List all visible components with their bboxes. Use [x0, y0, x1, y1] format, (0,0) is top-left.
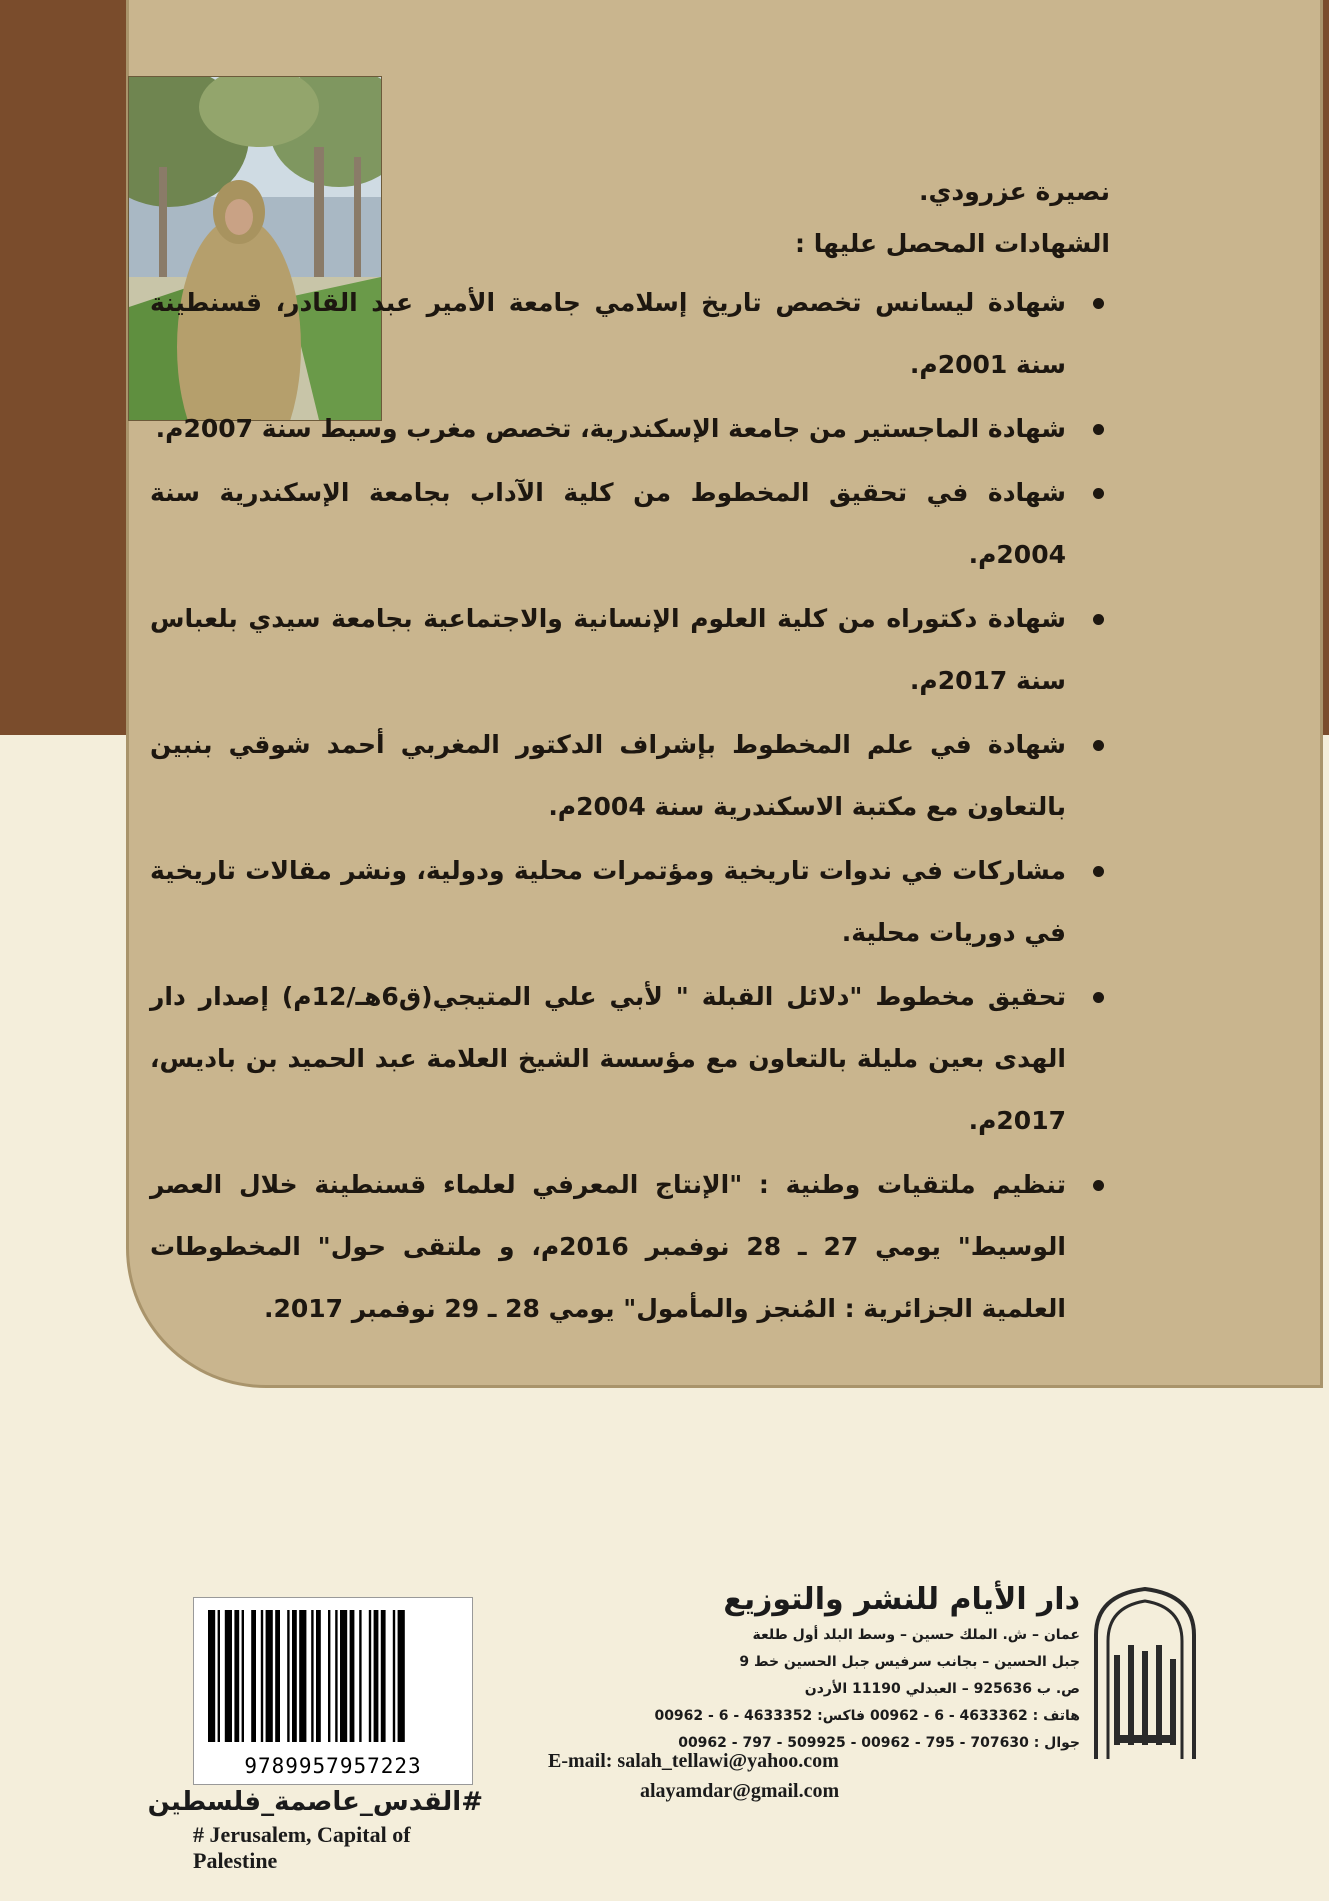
barcode-bar	[261, 1610, 263, 1742]
publisher-info	[540, 1578, 1080, 1757]
publisher-po-box: ص. ب 925636 – العبدلي 11190 الأردن	[804, 1681, 1080, 1697]
barcode-bar	[359, 1610, 361, 1742]
barcode-bar	[266, 1610, 273, 1742]
barcode-number: 9789957957223	[244, 1754, 422, 1778]
author-bio	[150, 170, 1110, 1342]
publisher-email-2[interactable]: alayamdar@gmail.com	[640, 1780, 840, 1802]
barcode-bar	[374, 1610, 379, 1742]
publisher-address-line: عمان – ش. الملك حسين – وسط البلد أول طلعة	[752, 1627, 1080, 1643]
list-item: شهادة دكتوراه من كلية العلوم الإنسانية والاجتماعية بجامعة سيدي بلعباس سنة 2017م.	[150, 588, 1110, 712]
certificates-heading: الشهادات المحصل عليها :	[795, 229, 1110, 258]
barcode-bar	[225, 1610, 232, 1742]
barcode-bar	[208, 1610, 215, 1742]
list-item: مشاركات في ندوات تاريخية ومؤتمرات محلية ودولية، ونشر مقالات تاريخية في دوريات محلية.	[150, 840, 1110, 964]
hashtag-arabic: #القدس_عاصمة_فلسطين	[147, 1787, 483, 1817]
barcode-bar	[369, 1610, 371, 1742]
list-item: شهادة في تحقيق المخطوط من كلية الآداب بجامعة الإسكندرية سنة 2004م.	[150, 462, 1110, 586]
barcode-bar	[350, 1610, 355, 1742]
barcode-bar	[393, 1610, 395, 1742]
isbn-barcode	[193, 1597, 473, 1785]
list-item: شهادة ليسانس تخصص تاريخ إسلامي جامعة الأمير عبد القادر، قسنطينة سنة 2001م.	[150, 272, 1110, 396]
barcode-bar	[242, 1610, 244, 1742]
barcode-bar	[299, 1610, 306, 1742]
barcode-bar	[398, 1610, 405, 1742]
publisher-email-1[interactable]: E-mail: salah_tellawi@yahoo.com	[548, 1750, 839, 1772]
list-item: شهادة في علم المخطوط بإشراف الدكتور المغربي أحمد شوقي بنبين بالتعاون مع مكتبة الاسكندرية سنة 2004م.	[150, 714, 1110, 838]
barcode-bar	[218, 1610, 220, 1742]
barcode-bar	[275, 1610, 280, 1742]
barcode-bar	[287, 1610, 289, 1742]
list-item: تحقيق مخطوط "دلائل القبلة " لأبي علي المتيجي(ق6هـ/12م) إصدار دار الهدى بعين مليلة بالتعاون مع مؤسسة الشيخ العلامة عبد الحميد بن باديس، 2017م.	[150, 966, 1110, 1152]
barcode-bar	[316, 1610, 321, 1742]
barcode-bar	[381, 1610, 386, 1742]
list-item: تنظيم ملتقيات وطنية : "الإنتاج المعرفي لعلماء قسنطينة خلال العصر الوسيط" يومي 27 ـ 28 نوفمبر 2016م، و ملتقى حول" المخطوطات العلمية الجزائرية : المُنجز والمأمول" يومي 28 ـ 29 نوفمبر 2017.	[150, 1154, 1110, 1340]
publisher-name: دار الأيام للنشر والتوزيع	[723, 1582, 1080, 1617]
barcode-bars	[194, 1598, 472, 1748]
author-name: نصيرة عزرودي.	[918, 177, 1110, 206]
barcode-bar	[335, 1610, 337, 1742]
barcode-bar	[340, 1610, 347, 1742]
barcode-bar	[292, 1610, 297, 1742]
barcode-bar	[311, 1610, 313, 1742]
publisher-phone: هاتف : 4633362 - 6 - 00962 فاكس: 4633352 - 6 - 00962	[654, 1708, 1080, 1724]
barcode-bar	[251, 1610, 256, 1742]
list-item: شهادة الماجستير من جامعة الإسكندرية، تخصص مغرب وسيط سنة 2007م.	[150, 398, 1110, 460]
certificates-list	[150, 272, 1110, 1340]
barcode-bar	[234, 1610, 239, 1742]
publisher-logo	[1086, 1585, 1204, 1759]
publisher-address-line: جبل الحسين – بجانب سرفيس جبل الحسين خط 9	[739, 1654, 1080, 1670]
barcode-bar	[328, 1610, 330, 1742]
publisher-mobile: جوال : 707630 - 795 - 00962 - 509925 - 797 - 00962	[678, 1735, 1080, 1751]
hashtag-english: # Jerusalem, Capital of Palestine	[193, 1822, 411, 1873]
